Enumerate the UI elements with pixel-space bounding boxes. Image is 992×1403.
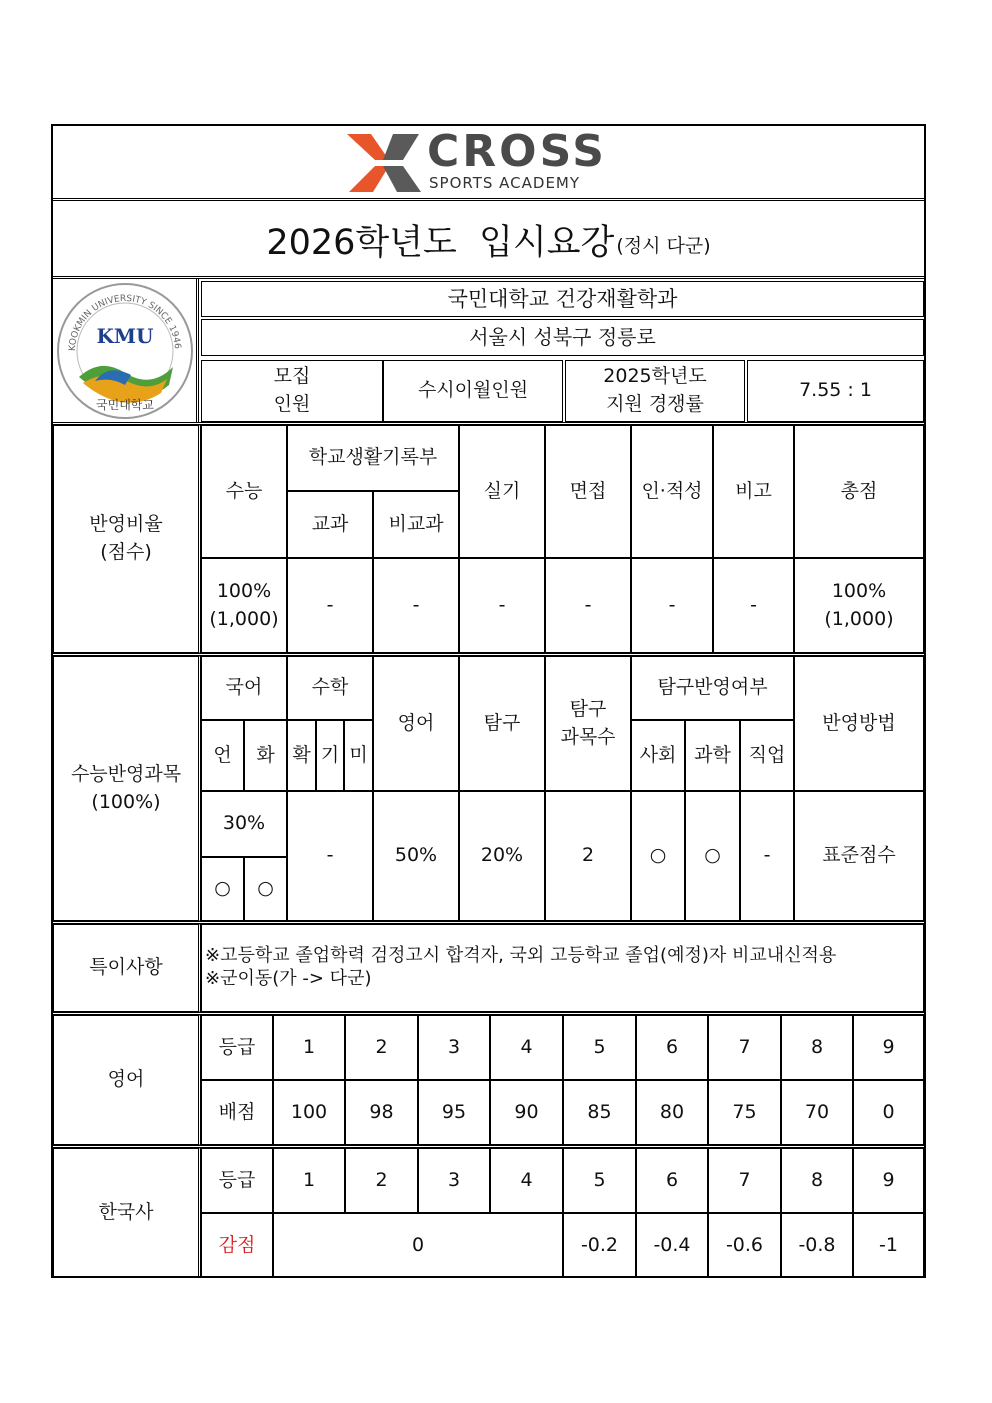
history-deduct-cell: -0.2: [563, 1213, 636, 1278]
header-english: 영어: [373, 656, 459, 791]
svg-text:국민대학교: 국민대학교: [95, 397, 154, 412]
value-aptitude: -: [631, 558, 713, 653]
header-method: 반영방법: [794, 656, 924, 791]
header-k1: 언: [201, 720, 244, 791]
header-suneung: 수능: [201, 425, 287, 558]
value-social: ○: [631, 791, 685, 921]
cross-logo: [345, 126, 635, 196]
header-job: 직업: [740, 720, 794, 791]
history-label: 한국사: [53, 1148, 201, 1278]
admission-document: [51, 124, 926, 1278]
english-section: [53, 1015, 924, 1145]
history-grade-cell: 5: [563, 1148, 636, 1213]
page-title: [53, 201, 924, 278]
competition-label: 2025학년도 지원 경쟁률: [565, 360, 745, 422]
header-m1: 확: [287, 720, 316, 791]
value-subject: -: [287, 558, 373, 653]
title-sub: (정시 다군): [616, 235, 711, 257]
recruit-label: 모집 인원: [201, 360, 383, 422]
header-practical: 실기: [459, 425, 545, 558]
address: 서울시 성북구 정릉로: [201, 319, 924, 356]
english-grade-cell: 4: [490, 1015, 563, 1080]
value-suneung: 100% (1,000): [201, 558, 287, 653]
history-grade-cell: 8: [781, 1148, 853, 1213]
note-line-1: ※고등학교 졸업학력 검정고시 합격자, 국외 고등학교 졸업(예정)자 비교내신적용: [205, 945, 837, 966]
header-note: 비고: [713, 425, 794, 558]
header-korean: 국어: [201, 656, 287, 720]
english-score-cell: 90: [490, 1080, 563, 1145]
english-grade-label: 등급: [201, 1015, 273, 1080]
kmu-seal-icon: [55, 281, 195, 421]
english-score-label: 배점: [201, 1080, 273, 1145]
english-grade-cell: 9: [853, 1015, 924, 1080]
header-social: 사회: [631, 720, 685, 791]
english-grade-cell: 1: [273, 1015, 345, 1080]
history-deduct-cell: -0.4: [636, 1213, 708, 1278]
value-k2: ○: [244, 857, 287, 921]
english-score-cell: 85: [563, 1080, 636, 1145]
english-score-cell: 98: [345, 1080, 418, 1145]
header-math: 수학: [287, 656, 373, 720]
value-korean: 30%: [201, 791, 287, 857]
history-deduct-label: 감점: [201, 1213, 273, 1278]
header-inquiry: 탐구: [459, 656, 545, 791]
history-deduct-1-4: 0: [273, 1213, 563, 1278]
value-note: -: [713, 558, 794, 653]
notes-content: [201, 924, 924, 1012]
value-inquiry-count: 2: [545, 791, 631, 921]
value-k1: ○: [201, 857, 244, 921]
history-grade-cell: 1: [273, 1148, 345, 1213]
english-score-cell: 0: [853, 1080, 924, 1145]
value-non-subject: -: [373, 558, 459, 653]
brand-subtext: SPORTS ACADEMY: [429, 174, 581, 192]
english-label: 영어: [53, 1015, 201, 1145]
header-total: 총점: [794, 425, 924, 558]
header-subject: 교과: [287, 491, 373, 558]
title-row: [53, 201, 924, 278]
english-score-cell: 95: [418, 1080, 490, 1145]
university-seal: [53, 279, 199, 422]
history-deduct-cell: -1: [853, 1213, 924, 1278]
header-record: 학교생활기록부: [287, 425, 459, 491]
header-m2: 기: [316, 720, 344, 791]
english-grade-cell: 6: [636, 1015, 708, 1080]
svg-text:KMU: KMU: [96, 323, 153, 348]
header-inquiry-reflect: 탐구반영여부: [631, 656, 794, 720]
value-practical: -: [459, 558, 545, 653]
ratio-section: [53, 425, 924, 653]
english-grade-cell: 3: [418, 1015, 490, 1080]
subjects-section: [53, 656, 924, 921]
english-grade-cell: 7: [708, 1015, 781, 1080]
value-english: 50%: [373, 791, 459, 921]
header-k2: 화: [244, 720, 287, 791]
department-name: 국민대학교 건강재활학과: [201, 281, 924, 317]
history-grade-cell: 2: [345, 1148, 418, 1213]
subjects-row-label: 수능반영과목 (100%): [53, 656, 201, 921]
value-method: 표준점수: [794, 791, 924, 921]
history-grade-cell: 3: [418, 1148, 490, 1213]
value-math: -: [287, 791, 373, 921]
school-info: [53, 279, 924, 422]
brand-text: CROSS: [427, 126, 607, 177]
value-total: 100% (1,000): [794, 558, 924, 653]
notes-section: [53, 924, 924, 1012]
english-grade-cell: 5: [563, 1015, 636, 1080]
english-grade-cell: 2: [345, 1015, 418, 1080]
svg-text:KOOKMIN UNIVERSITY SINCE 1946: KOOKMIN UNIVERSITY SINCE 1946: [67, 293, 182, 351]
english-score-cell: 80: [636, 1080, 708, 1145]
header-inquiry-count: 탐구 과목수: [545, 656, 631, 791]
header-m3: 미: [344, 720, 373, 791]
note-line-2: ※군이동(가 -> 다군): [205, 967, 372, 989]
header-aptitude: 인·적성: [631, 425, 713, 558]
history-grade-cell: 9: [853, 1148, 924, 1213]
logo-row: [53, 126, 924, 199]
english-score-cell: 75: [708, 1080, 781, 1145]
value-job: -: [740, 791, 794, 921]
english-score-cell: 70: [781, 1080, 853, 1145]
value-inquiry: 20%: [459, 791, 545, 921]
english-score-cell: 100: [273, 1080, 345, 1145]
recruit-value: 수시이월인원: [383, 360, 563, 422]
english-grade-cell: 8: [781, 1015, 853, 1080]
history-grade-cell: 7: [708, 1148, 781, 1213]
history-grade-cell: 6: [636, 1148, 708, 1213]
history-grade-label: 등급: [201, 1148, 273, 1213]
title-main: 2026학년도 입시요강: [266, 222, 615, 263]
history-deduct-cell: -0.6: [708, 1213, 781, 1278]
history-grade-cell: 4: [490, 1148, 563, 1213]
value-interview: -: [545, 558, 631, 653]
notes-label: 특이사항: [53, 924, 201, 1012]
history-section: [53, 1148, 924, 1278]
header-non-subject: 비교과: [373, 491, 459, 558]
competition-rate: 7.55 : 1: [747, 360, 924, 422]
header-interview: 면접: [545, 425, 631, 558]
header-science: 과학: [685, 720, 740, 791]
value-science: ○: [685, 791, 740, 921]
history-deduct-cell: -0.8: [781, 1213, 853, 1278]
ratio-row-label: 반영비율 (점수): [53, 425, 201, 653]
